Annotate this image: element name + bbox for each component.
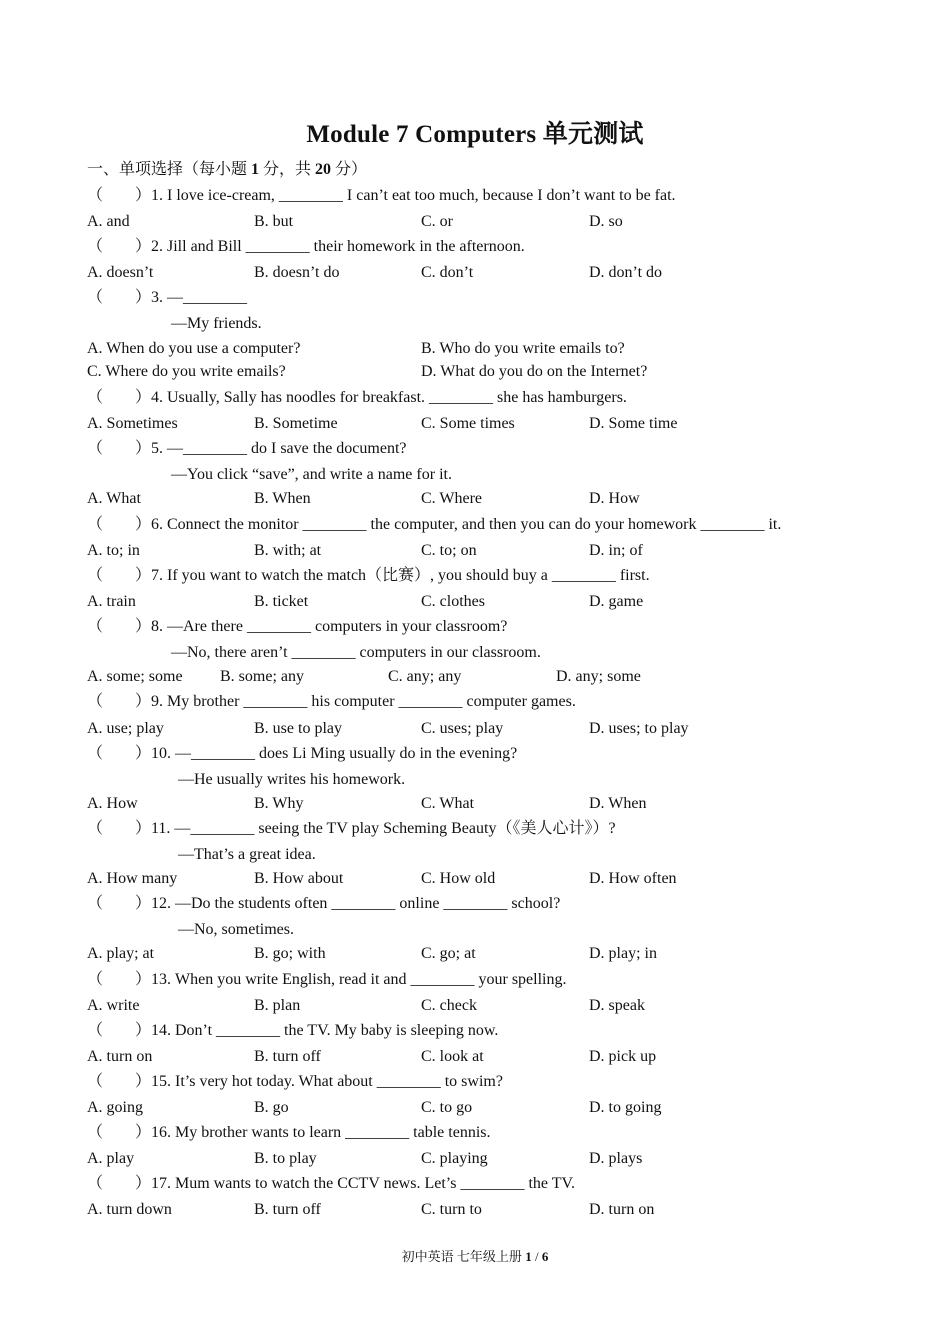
option-c: C. playing [421,1150,488,1167]
question-stem: （ ）15. It’s very hot today. What about ________ to swim? [87,1073,503,1090]
option-a: A. When do you use a computer? [87,340,301,357]
option-a: A. doesn’t [87,264,154,281]
section-suffix: 分） [331,161,368,178]
question-stem: （ ）3. —________ [87,289,248,306]
option-d: D. What do you do on the Internet? [421,363,648,380]
option-b: B. to play [254,1150,317,1167]
option-c: C. Where [421,490,483,507]
option-d: D. play; in [589,945,657,962]
option-a: A. turn on [87,1048,153,1065]
page-footer [0,1246,950,1265]
question-stem: （ ）1. I love ice-cream, ________ I can’t eat too much, because I don’t want to be fat. [87,187,676,204]
option-b: B. use to play [254,720,342,737]
question-stem: （ ）11. —________ seeing the TV play Scheming Beauty（《美人心计》）? [87,820,616,837]
option-c: C. How old [421,870,496,887]
page-sep: / [531,1249,542,1264]
option-a: A. play; at [87,945,155,962]
question-dialogue-line: —No, there aren’t ________ computers in our classroom. [171,644,541,661]
option-a: A. use; play [87,720,164,737]
option-a: A. What [87,490,141,507]
option-a: A. How many [87,870,178,887]
option-a: A. train [87,593,136,610]
option-c: C. Some times [421,415,515,432]
option-c: C. Where do you write emails? [87,363,286,380]
option-a: A. to; in [87,542,140,559]
option-b: B. When [254,490,311,507]
footer-text: 初中英语 七年级上册 [401,1249,526,1264]
option-a: A. going [87,1099,143,1116]
option-d: D. don’t do [589,264,663,281]
page-number: 1 [525,1249,532,1264]
option-b: B. Why [254,795,304,812]
option-b: B. but [254,213,294,230]
question-stem: （ ）10. —________ does Li Ming usually do in the evening? [87,745,518,762]
option-b: B. Sometime [254,415,338,432]
option-d: D. game [589,593,644,610]
option-a: A. turn down [87,1201,172,1218]
option-d: D. uses; to play [589,720,689,737]
option-d: D. to going [589,1099,662,1116]
option-d: D. so [589,213,623,230]
question-stem: （ ）8. —Are there ________ computers in your classroom? [87,618,508,635]
option-d: D. When [589,795,647,812]
option-c: C. look at [421,1048,484,1065]
option-b: B. plan [254,997,301,1014]
option-c: C. check [421,997,477,1014]
option-b: B. with; at [254,542,322,559]
option-a: A. Sometimes [87,415,178,432]
question-stem: （ ）5. —________ do I save the document? [87,440,407,457]
option-b: B. How about [254,870,344,887]
option-a: A. play [87,1150,135,1167]
option-c: C. to; on [421,542,477,559]
option-a: A. some; some [87,668,183,685]
option-d: D. in; of [589,542,643,559]
option-b: B. go [254,1099,289,1116]
option-c: C. or [421,213,453,230]
option-c: C. What [421,795,475,812]
question-dialogue-line: —That’s a great idea. [178,846,316,863]
option-b: B. turn off [254,1201,321,1218]
page-title: Module 7 Computers 单元测试 [306,121,644,148]
question-stem: （ ）13. When you write English, read it and ________ your spelling. [87,971,567,988]
question-stem: （ ）14. Don’t ________ the TV. My baby is sleeping now. [87,1022,499,1039]
option-c: C. clothes [421,593,485,610]
question-stem: （ ）12. —Do the students often ________ online ________ school? [87,895,561,912]
option-a: A. and [87,213,130,230]
section-per-score: 1 [251,161,260,178]
option-d: D. How [589,490,640,507]
section-mid: 分，共 [259,161,316,178]
question-dialogue-line: —My friends. [171,315,262,332]
option-b: B. go; with [254,945,326,962]
section-heading [87,156,367,179]
option-d: D. Some time [589,415,678,432]
option-d: D. plays [589,1150,643,1167]
section-prefix: 一、单项选择（每小题 [87,161,252,178]
question-stem: （ ）2. Jill and Bill ________ their homework in the afternoon. [87,238,525,255]
option-c: C. to go [421,1099,473,1116]
option-a: A. write [87,997,140,1014]
option-a: A. How [87,795,138,812]
option-c: C. go; at [421,945,476,962]
question-stem: （ ）4. Usually, Sally has noodles for breakfast. ________ she has hamburgers. [87,389,627,406]
option-d: D. any; some [556,668,641,685]
question-dialogue-line: —He usually writes his homework. [178,771,406,788]
page-total: 6 [541,1249,549,1264]
question-stem: （ ）6. Connect the monitor ________ the computer, and then you can do your homework ________ it. [87,516,782,533]
option-d: D. pick up [589,1048,657,1065]
question-dialogue-line: —No, sometimes. [178,921,294,938]
question-stem: （ ）17. Mum wants to watch the CCTV news. Let’s ________ the TV. [87,1175,575,1192]
option-b: B. ticket [254,593,309,610]
option-c: C. any; any [388,668,462,685]
question-stem: （ ）9. My brother ________ his computer ________ computer games. [87,693,576,710]
option-b: B. Who do you write emails to? [421,340,625,357]
option-b: B. doesn’t do [254,264,340,281]
option-d: D. turn on [589,1201,655,1218]
question-dialogue-line: —You click “save”, and write a name for it. [171,466,452,483]
section-total-score: 20 [315,161,332,178]
option-d: D. How often [589,870,677,887]
option-b: B. turn off [254,1048,321,1065]
question-stem: （ ）7. If you want to watch the match（比赛）, you should buy a ________ first. [87,567,650,584]
option-b: B. some; any [220,668,304,685]
option-d: D. speak [589,997,645,1014]
option-c: C. turn to [421,1201,482,1218]
option-c: C. uses; play [421,720,504,737]
option-c: C. don’t [421,264,474,281]
question-stem: （ ）16. My brother wants to learn ________ table tennis. [87,1124,491,1141]
